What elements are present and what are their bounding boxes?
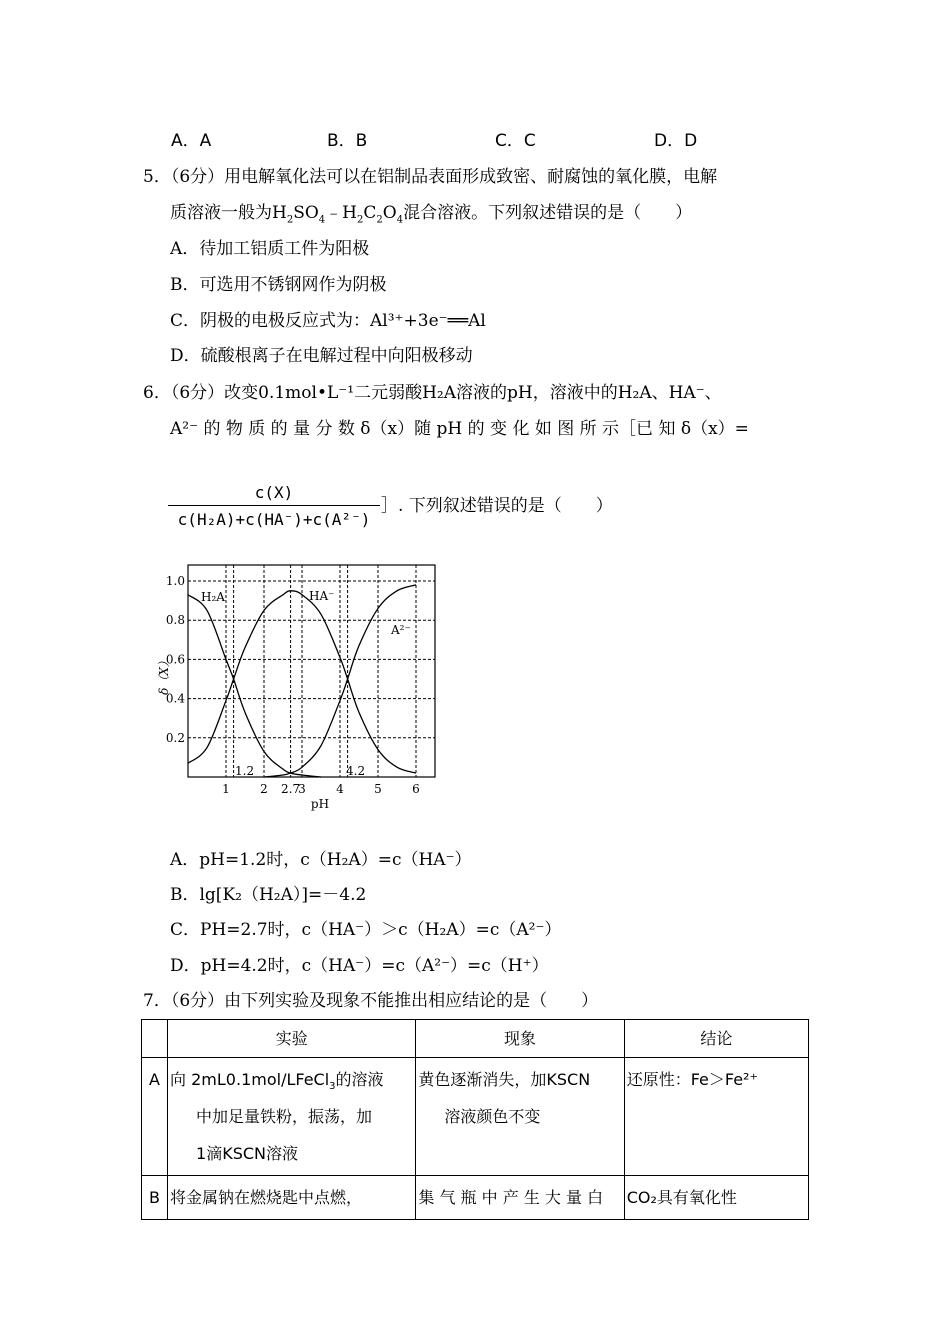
table-row — [142, 1058, 809, 1176]
q7-stem: 7．（6分）由下列实验及现象不能推出相应结论的是（ ） — [143, 991, 599, 1011]
q6-stem-line2: A²⁻ 的 物 质 的 量 分 数 δ（x）随 pH 的 变 化 如 图 所 示［已 知 δ（x）= — [170, 419, 749, 439]
q5-option-a: A．待加工铝质工件为阳极 — [170, 239, 370, 259]
q5-option-d: D．硫酸根离子在电解过程中向阳极移动 — [170, 346, 473, 366]
q6-option-d: D．pH=4.2时，c（HA⁻）=c（A²⁻）=c（H⁺） — [170, 956, 549, 976]
header-cell — [142, 1020, 168, 1058]
y-tick-label: 0.2 — [165, 730, 185, 745]
header-cell: 结论 — [624, 1020, 808, 1058]
q6-option-a: A．pH=1.2时，c（H₂A）=c（HA⁻） — [170, 850, 472, 870]
x-tick-label: 6 — [412, 782, 420, 796]
x-tick-label: 1 — [222, 782, 230, 796]
series-label-h2a: H₂A — [201, 590, 225, 604]
fraction-numerator: c(X) — [254, 483, 294, 502]
annotation-4-2: 4.2 — [346, 764, 366, 778]
x-axis-label: pH — [310, 797, 330, 811]
q5-option-c: C．阴极的电极反应式为：Al³⁺+3e⁻══Al — [170, 311, 486, 331]
conclusion-cell: CO₂具有氧化性 — [624, 1176, 808, 1220]
q6-stem-line3: ］. 下列叙述错误的是（ ） — [381, 496, 613, 516]
x-tick-label: 2 — [260, 782, 268, 796]
q5-option-b: B．可选用不锈钢网作为阴极 — [170, 275, 387, 295]
header-cell: 实验 — [168, 1020, 416, 1058]
series-label-ha: HA⁻ — [309, 589, 335, 603]
q4-option-a: A．A — [171, 131, 212, 151]
y-tick-label: 0.8 — [165, 613, 185, 628]
header-cell: 现象 — [416, 1020, 624, 1058]
q4-option-b: B．B — [327, 131, 368, 151]
q6-option-c: C．PH=2.7时，c（HA⁻）＞c（H₂A）=c（A²⁻） — [170, 920, 562, 940]
table-header-row — [142, 1020, 809, 1058]
q7-table — [141, 1019, 809, 1220]
x-tick-label: 3 — [298, 782, 306, 796]
curve-h2a — [188, 595, 321, 777]
y-tick-label: 1.0 — [165, 574, 185, 588]
q4-option-d: D．D — [654, 131, 698, 151]
y-tick-label: 0.4 — [165, 691, 185, 706]
q5-stem-line2: 质溶液一般为$H_2SO_4﹣H_2C_2O_4$混合溶液。下列叙述错误的是（ ） — [170, 203, 693, 226]
experiment-cell: 向 2mL0.1mol/LFeCl$_3$的溶液 中加足量铁粉，振荡，加 1滴KSCN溶液 — [168, 1058, 416, 1176]
row-label: B — [142, 1176, 168, 1220]
q6-stem-line1: 6．（6分）改变0.1mol•L⁻¹二元弱酸H₂A溶液的pH，溶液中的H₂A、HA⁻、 — [143, 383, 722, 403]
x-tick-label: 2.7 — [281, 782, 301, 796]
conclusion-cell: 还原性：Fe＞Fe²⁺ — [624, 1058, 808, 1176]
fraction-denominator: c(H₂A)+c(HA⁻)+c(A²⁻) — [177, 510, 371, 529]
q4-option-c: C．C — [495, 131, 536, 151]
q6-option-b: B．lg[K₂（H₂A）]=－4.2 — [170, 885, 367, 905]
fraction-bar — [168, 505, 380, 506]
phenomenon-cell: 黄色逐渐消失，加KSCN 溶液颜色不变 — [416, 1058, 624, 1176]
y-axis-label: δ（X） — [157, 655, 171, 695]
y-tick-label: 0.6 — [165, 652, 185, 667]
row-label: A — [142, 1058, 168, 1176]
phenomenon-cell: 集 气 瓶 中 产 生 大 量 白 — [416, 1176, 624, 1220]
distribution-chart — [155, 555, 455, 820]
table-row — [142, 1176, 809, 1220]
x-tick-label: 4 — [336, 782, 344, 796]
x-tick-label: 5 — [374, 782, 382, 796]
annotation-1-2: 1.2 — [235, 764, 255, 778]
series-label-a2: A²⁻ — [391, 623, 411, 637]
q5-stem-line1: 5．（6分）用电解氧化法可以在铝制品表面形成致密、耐腐蚀的氧化膜，电解 — [143, 167, 718, 187]
experiment-cell: 将金属钠在燃烧匙中点燃， — [168, 1176, 416, 1220]
